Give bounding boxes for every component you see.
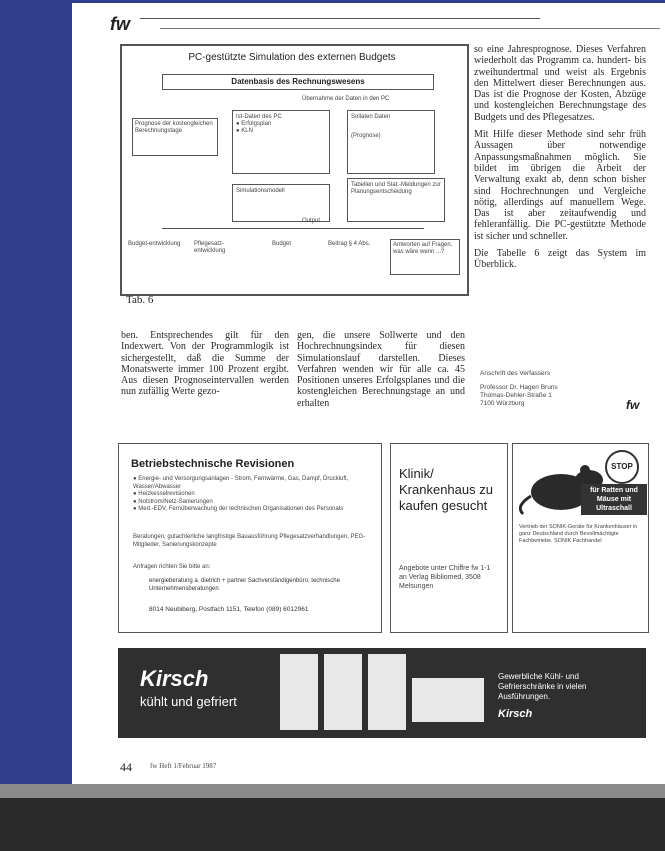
output-item-5: Antworten auf Fragen, was wäre wenn ...? [390,239,460,275]
end-logo: fw [626,398,640,412]
scan-border [0,798,665,851]
right-para-1: so eine Jahresprognose. Dieses Verfahren wiederholt das Programm ca. hundert- bis zweihundertmal und weist als Ergebnis den Mittelwert dieser Berechnungen aus. Das ist die Prognose der Kosten, Abzüge und kostengleichen Berechnungstage des Budgets und des Pflegesatzes. [474,44,646,123]
ad-sonik [512,443,649,633]
ad1-note: Beratungen, gutachterliche langfristige Bauausführung Pflegesatzverhandlungen, PEG-Mitglieder, Sanierungskonzepte [133,534,366,548]
author-street: Thomas-Dehler-Straße 1 [480,392,552,399]
ist-data-box [232,110,330,174]
author-heading: Anschrift des Verfassers [480,370,551,377]
ad1-ask: Anfragen richten Sie bitte an: [133,564,211,570]
diagram-box [120,44,469,296]
ad-revisionen [118,443,382,633]
output-branch-line [162,228,424,229]
ad4-slogan: kühlt und gefriert [140,694,237,709]
ad4-desc: Gewerbliche Kühl- und Gefrierschränke in vielen Ausführungen. [498,672,587,701]
output-item-1: Budget-entwicklung [128,241,181,247]
header-rule-2 [160,28,660,29]
simulation-box: Simulationsmodell [232,184,330,222]
right-para-2: Mit Hilfe dieser Methode sind sehr früh Aussagen über notwendige Anpassungsmaßnahmen möglich. Sie bildet im übrigen die Arbeit der Verwaltung exakt ab, denn schon bisher sind Hochrechnungen und Vergleiche nötig, allerdings auf manuellem Wege. Das ist aber zeitaufwendig und fehleranfällig. Die PC-gestützte Methode ist sicher und schneller. [474,129,646,242]
top-edge [0,0,665,3]
ad1-company: energieberatung a. dietrich + partner Sachverständigenbüro, technische Unternehmensberatungen [149,578,340,592]
journal-logo: fw [110,14,130,34]
author-city: 7100 Würzburg [480,400,525,407]
freezer-icon [412,678,484,722]
ad4-logo: Kirsch [498,708,533,720]
ad1-bullet: ● Energie- und Versorgungsanlagen - Strom, Fernwärme, Gas, Dampf, Druckluft, Wasser/Abwasser [133,476,349,490]
header-rule [140,18,540,19]
blue-binding [0,0,72,784]
right-para-3: Die Tabelle 6 zeigt das System im Überblick. [474,248,646,271]
ad3-slogan: für Ratten und Mäuse mit Ultraschall [581,484,647,515]
author-name: Professor Dr. Hagen Bruns [480,384,558,391]
soll-data-box [347,110,435,174]
diagram-title: PC-gestützte Simulation des externen Budgets [188,52,396,63]
ad1-bullet: ● Med.-EDV, Fernüberwachung der technischen Organisationen des Personals [133,506,344,512]
ad2-title: Klinik/ Krankenhaus zu kaufen gesucht [399,466,493,513]
table-caption: Tab. 6 [126,294,154,306]
transfer-label: Übernahme der Daten in den PC [302,96,390,102]
output-item-4: Beitrag § 4 Abs. [328,241,371,247]
ist-item-2: ● KLN [236,128,253,134]
output-item-2: Pflegesatz-entwicklung [194,241,226,254]
ad4-brand: Kirsch [140,666,209,691]
author-block [480,370,640,408]
stop-badge: STOP [605,450,639,484]
ad1-address: 8014 Neubiberg, Postfach 1151, Telefon (089) 6012961 [149,606,309,613]
ad1-bullets [133,476,373,514]
soll-data-label: Sollaten Daten [351,114,391,120]
fridge-icon [368,654,406,730]
right-column [474,44,646,277]
prognose-label: (Prognose) [351,133,381,139]
column-1: ben. Entsprechendes gilt für den Indexwert. Von der Programmlogik ist sichergestellt, daß die Summe der Monatswerte immer 100 Prozent ergibt. Aus diesen Prognoseintervallen werden nun zufällig Werte gezo- [121,330,289,398]
prognosis-box: Prognose der kostengleichen Berechnungstage [132,118,218,156]
page-number: 44 [120,760,132,774]
ad1-title: Betriebstechnische Revisionen [131,458,295,470]
issue-label: fw Heft 1/Februar 1987 [150,762,217,770]
ad2-contact: Angebote unter Chiffre fw 1-1 an Verlag Bibliomed, 3508 Melsungen [399,565,491,590]
ist-data-label: Ist-Daten des PC [236,114,282,120]
tables-box: Tabellen und Stat.-Meldungen zur Planungsentscheidung [347,178,445,222]
database-box: Datenbasis des Rechnungswesens [162,74,434,90]
ad-klinik [390,443,508,633]
ad1-bullet: ● Notstrom/Netz-Sanierungen [133,498,213,505]
ad3-text: Vertrieb der SONIK-Geräte für Krankenhäuser in ganz Deutschland durch Bevollmächtigte Fachbetriebe. SONIK Fachhandel [519,524,638,544]
ad-kirsch [118,648,646,738]
fridge-icon [280,654,318,730]
page-edge-shadow [0,784,665,798]
ad1-bullet: ● Heizkesselrevisionen [133,491,195,497]
fridge-icon [324,654,362,730]
ist-item-1: ● Erfolgsplan [236,121,272,127]
column-2: gen, die unsere Sollwerte und den Hochrechnungsindex für diesen Simulationslauf darstellen. Dieses Verfahren wenden wir für alle ca. 45 Positionen unseres Erfolgsplanes und die kostengleichen Berechnungstage an und erhalten [297,330,465,409]
output-label: Output [302,218,321,224]
output-item-3: Budget [272,241,292,247]
